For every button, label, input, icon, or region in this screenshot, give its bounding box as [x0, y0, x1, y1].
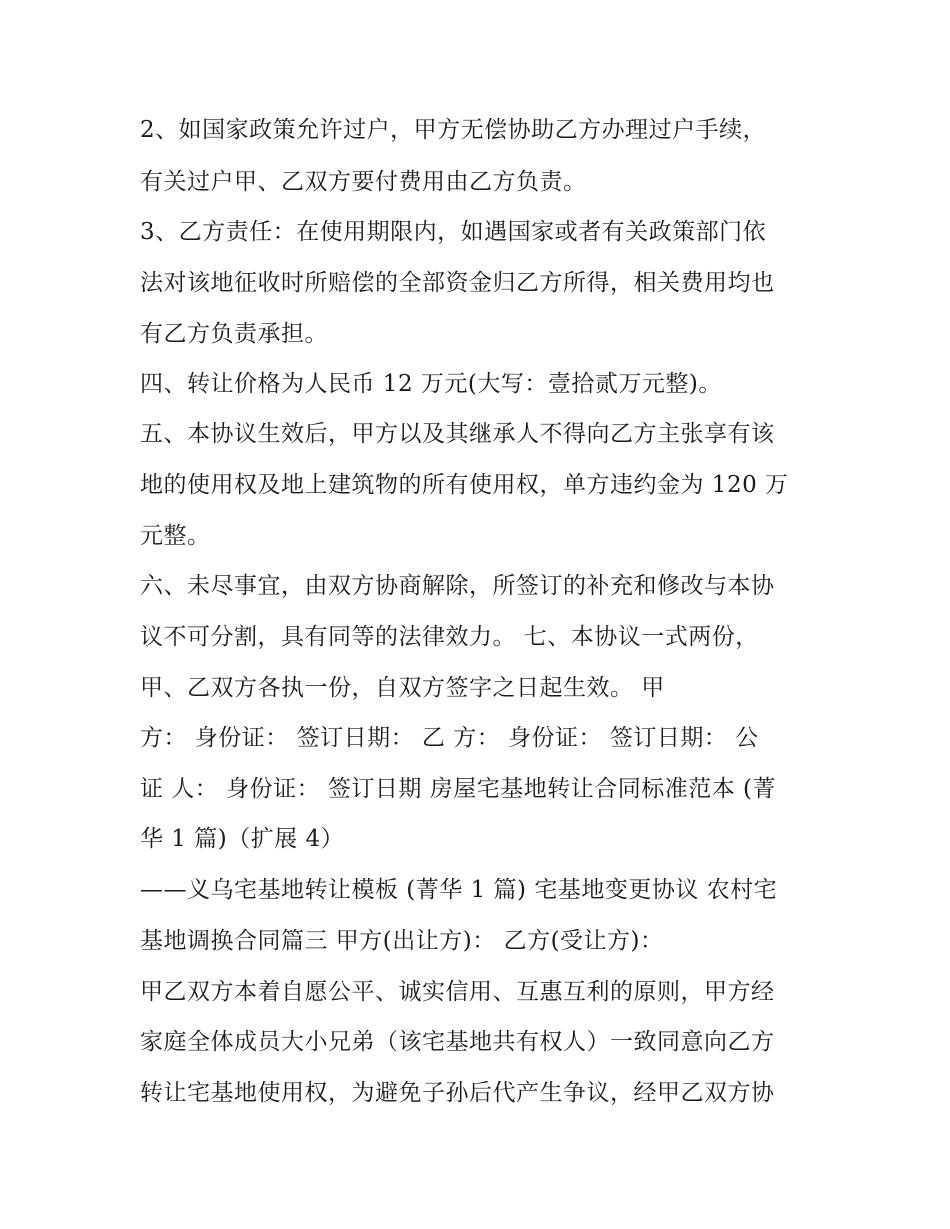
text-line: 六、未尽事宜，由双方协商解除，所签订的补充和修改与本协	[140, 573, 775, 599]
text-line: 甲、乙双方各执一份，自双方签字之日起生效。 甲	[140, 675, 665, 701]
text-line: 四、转让价格为人民币 12 万元(大写：壹拾贰万元整)。	[140, 371, 722, 397]
text-line: 法对该地征收时所赔偿的全部资金归乙方所得，相关费用均也	[140, 270, 775, 296]
text-line: 2、如国家政策允许过户，甲方无偿协助乙方办理过户手续，	[140, 117, 767, 143]
text-line: 3、乙方责任：在使用期限内，如遇国家或者有关政策部门依	[140, 219, 767, 245]
text-line: 家庭全体成员大小兄弟（该宅基地共有权人）一致同意向乙方	[140, 1029, 775, 1055]
text-line: 有关过户甲、乙双方要付费用由乙方负责。	[140, 169, 587, 195]
text-line: 证 人： 身份证： 签订日期 房屋宅基地转让合同标准范本 (菁	[140, 776, 777, 802]
text-line: 地的使用权及地上建筑物的所有使用权，单方违约金为 120 万	[140, 472, 789, 498]
text-line: 元整。	[140, 523, 211, 549]
text-line: 转让宅基地使用权，为避免子孙后代产生争议，经甲乙双方协	[140, 1080, 775, 1106]
text-line: 方： 身份证： 签订日期： 乙 方： 身份证： 签订日期： 公	[140, 725, 759, 751]
text-line: 五、本协议生效后，甲方以及其继承人不得向乙方主张享有该	[140, 421, 775, 447]
text-line: 甲乙双方本着自愿公平、诚实信用、互惠互利的原则，甲方经	[140, 979, 775, 1005]
text-line: 华 1 篇)（扩展 4）	[140, 826, 345, 852]
text-line: ——义乌宅基地转让模板 (菁华 1 篇) 宅基地变更协议 农村宅	[140, 877, 778, 903]
text-line: 议不可分割，具有同等的法律效力。 七、本协议一式两份，	[140, 624, 759, 650]
text-line: 基地调换合同篇三 甲方(出让方)： 乙方(受让方)：	[140, 928, 664, 954]
text-line: 有乙方负责承担。	[140, 321, 328, 347]
